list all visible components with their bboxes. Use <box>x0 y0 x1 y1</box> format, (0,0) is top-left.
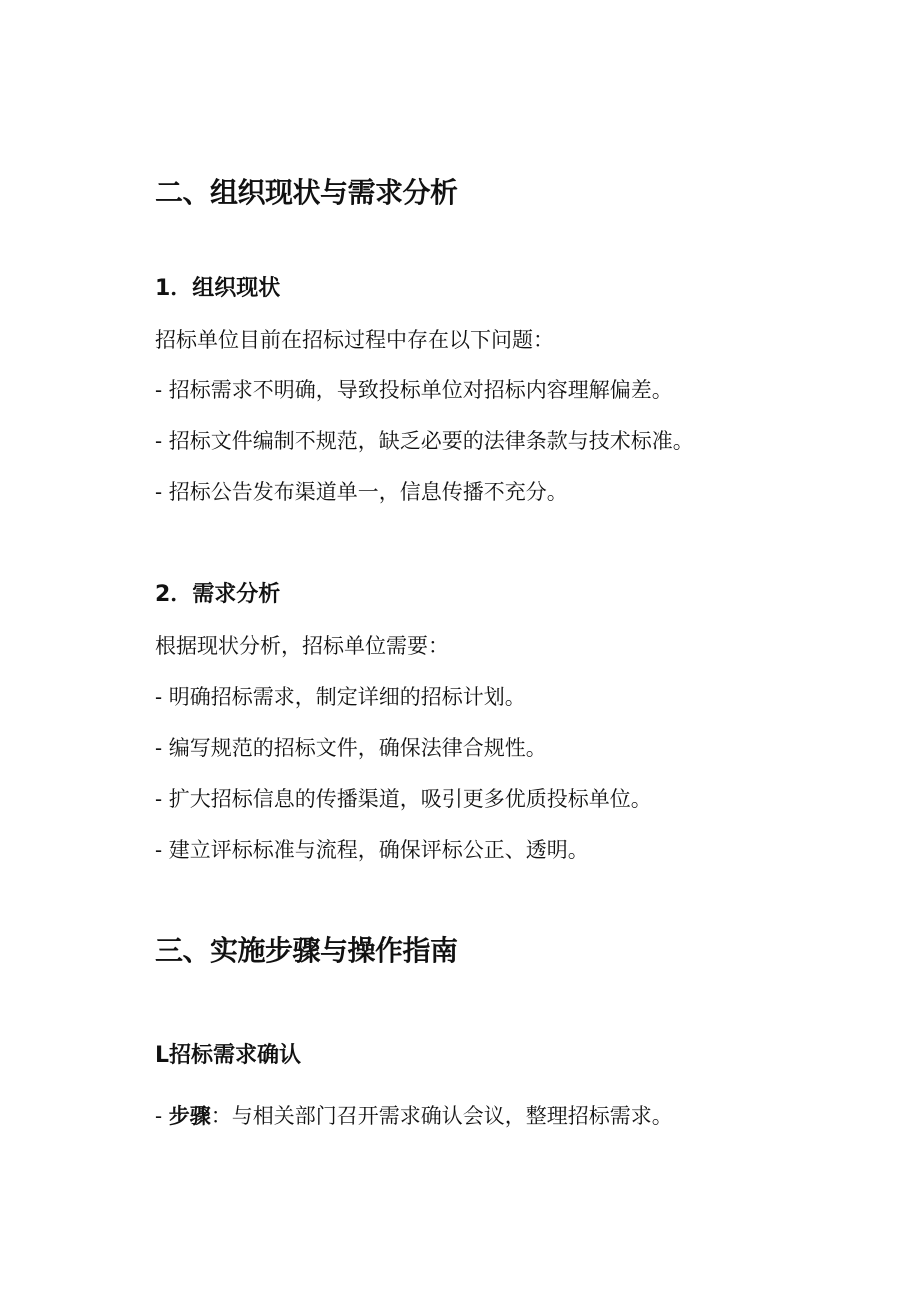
list-item: - 扩大招标信息的传播渠道，吸引更多优质投标单位。 <box>155 787 652 811</box>
step-text: ：与相关部门召开需求确认会议，整理招标需求。 <box>210 1104 673 1128</box>
subsection-heading-requirement-confirmation: L招标需求确认 <box>155 1043 302 1068</box>
subsection-heading-needs-analysis: 2．需求分析 <box>155 582 281 607</box>
list-item: - 编写规范的招标文件，确保法律合规性。 <box>155 736 547 760</box>
list-item: - 明确招标需求，制定详细的招标计划。 <box>155 685 526 709</box>
step-label: 步骤 <box>168 1104 211 1128</box>
section-heading-2: 二、组织现状与需求分析 <box>155 176 458 209</box>
list-item: - 招标公告发布渠道单一，信息传播不充分。 <box>155 480 568 504</box>
list-item: - 招标需求不明确，导致投标单位对招标内容理解偏差。 <box>155 378 673 402</box>
paragraph-current-status-intro: 招标单位目前在招标过程中存在以下问题： <box>155 328 554 352</box>
paragraph-needs-analysis-intro: 根据现状分析，招标单位需要： <box>155 634 449 658</box>
list-item: - 招标文件编制不规范，缺乏必要的法律条款与技术标准。 <box>155 429 694 453</box>
section-heading-3: 三、实施步骤与操作指南 <box>155 934 458 967</box>
step-prefix: - <box>155 1104 169 1128</box>
step-item <box>155 1106 673 1127</box>
subsection-heading-current-status: 1．组织现状 <box>155 276 281 301</box>
list-item: - 建立评标标准与流程，确保评标公正、透明。 <box>155 838 589 862</box>
